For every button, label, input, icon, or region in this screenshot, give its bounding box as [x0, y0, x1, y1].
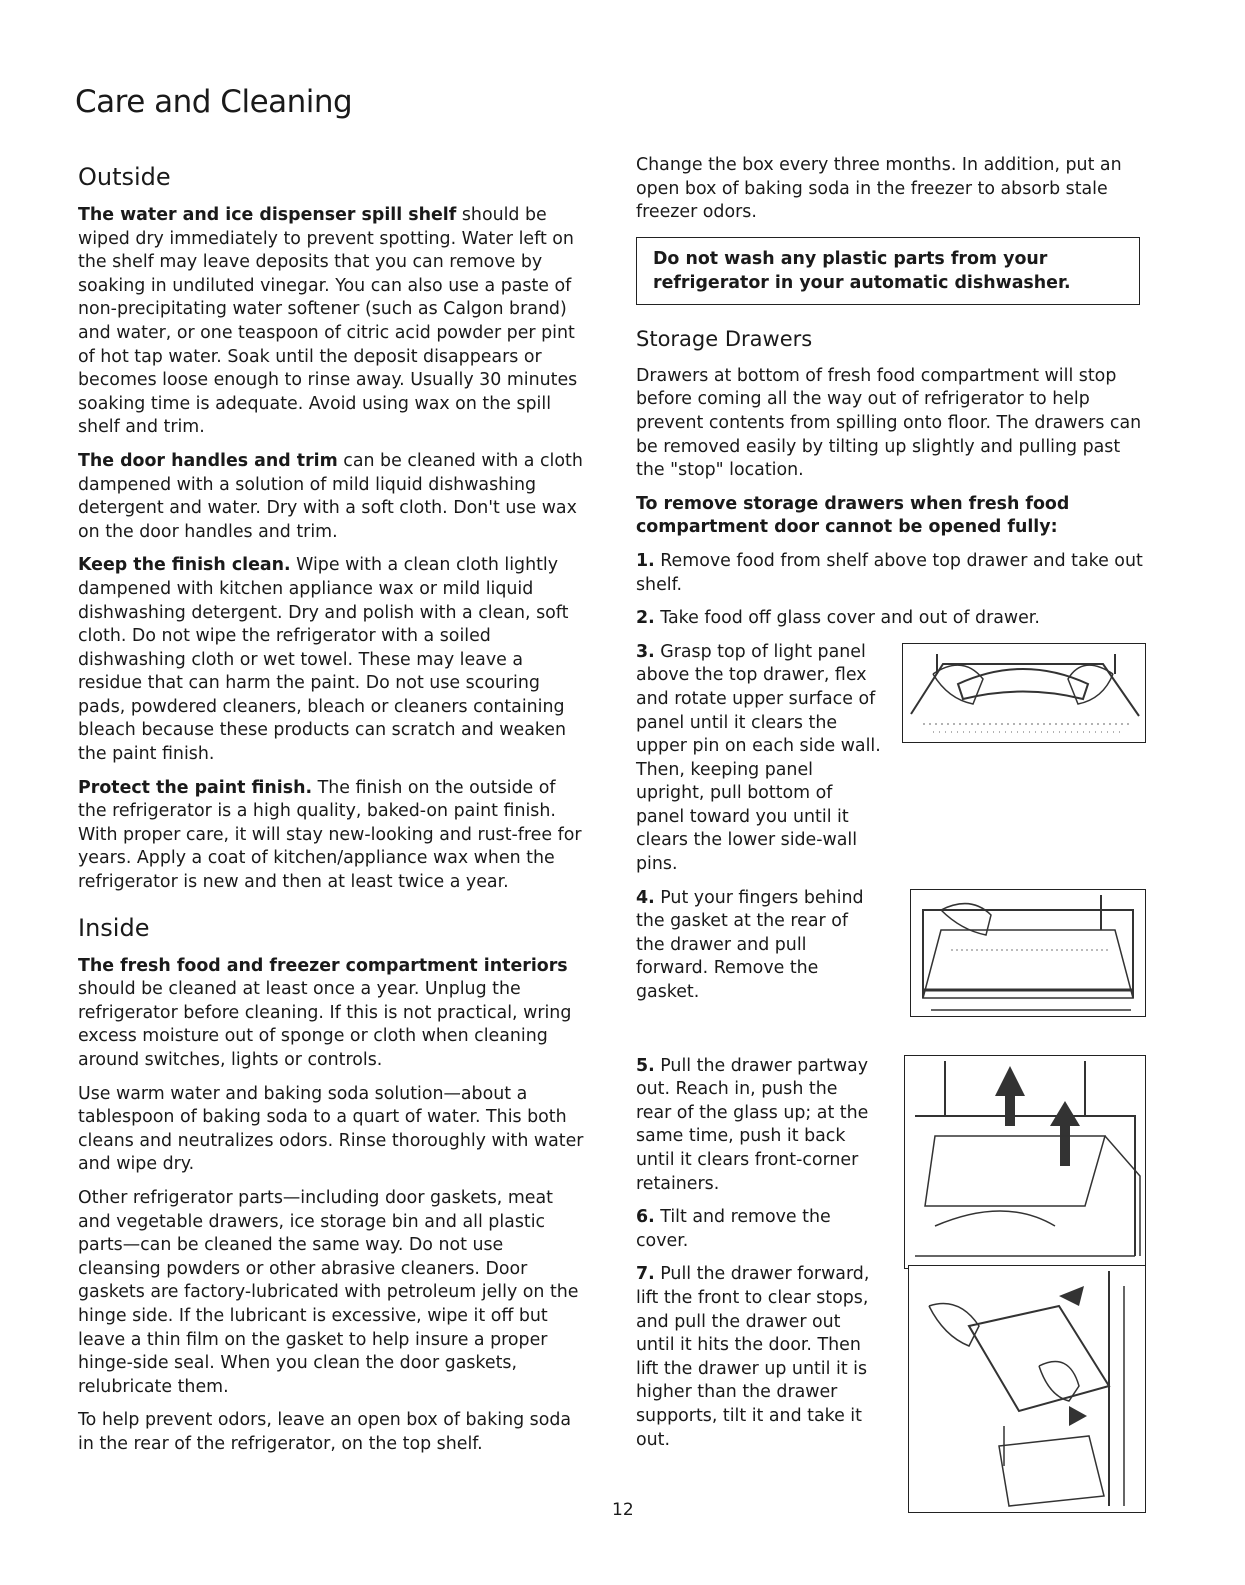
- light-panel-illustration: [902, 643, 1146, 743]
- dishwasher-warning-box: Do not wash any plastic parts from your refrigerator in your automatic dishwasher.: [636, 237, 1140, 305]
- finish-clean-paragraph: [78, 554, 588, 766]
- step-text: Put your fingers behind the gasket at the rear of the drawer and pull forward. Remove the gasket.: [636, 887, 864, 1003]
- step-text: Take food off glass cover and out of drawer.: [654, 608, 1040, 629]
- remove-drawers-subhead: To remove storage drawers when fresh food compartment door cannot be opened fully:: [636, 493, 1070, 538]
- left-column: [78, 162, 588, 1467]
- step-7-block: [636, 1263, 1146, 1452]
- drawer-removal-illustration: [908, 1265, 1146, 1513]
- step-number: 5.: [636, 1055, 655, 1076]
- storage-intro-paragraph: Drawers at bottom of fresh food compartment will stop before coming all the way out of refrigerator to help prevent contents from spilling onto floor. The drawers can be removed easily by tilting up slightly and pulling past the "stop" location.: [636, 365, 1142, 481]
- step-4-block: [636, 887, 1146, 1005]
- spill-shelf-lead: The water and ice dispenser spill shelf: [78, 205, 457, 225]
- step-2: [636, 607, 1146, 631]
- outside-heading: Outside: [78, 163, 171, 191]
- glass-cover-illustration: [904, 1055, 1146, 1269]
- step-5-6-block: [636, 1055, 1146, 1254]
- step-text: Tilt and remove the cover.: [636, 1207, 831, 1251]
- odors-paragraph: To help prevent odors, leave an open box of baking soda in the rear of the refrigerator, on the top shelf.: [78, 1410, 572, 1454]
- step-5-wrap: [636, 1055, 876, 1197]
- step-text: Pull the drawer forward, lift the front to clear stops, and pull the drawer out until it hits the door. Then lift the drawer up until it is higher than the drawer supports, tilt it and take it out.: [636, 1264, 870, 1450]
- change-box-paragraph: Change the box every three months. In addition, put an open box of baking soda in the freezer to absorb stale freezer odors.: [636, 155, 1122, 223]
- step-text: Pull the drawer partway out. Reach in, push the rear of the glass up; at the same time, push it back until it clears front-corner retainers.: [636, 1055, 869, 1194]
- step-number: 6.: [636, 1207, 655, 1228]
- step-number: 2.: [636, 608, 655, 629]
- door-handles-lead: The door handles and trim: [78, 450, 338, 471]
- page-title: Care and Cleaning: [75, 84, 353, 120]
- door-handles-paragraph: [78, 450, 588, 544]
- protect-finish-paragraph: [78, 777, 588, 895]
- step-number: 4.: [636, 887, 655, 908]
- step-3-wrap: [636, 641, 886, 877]
- interiors-paragraph: [78, 955, 588, 1073]
- protect-finish-text: The finish on the outside of the refrigerator is a high quality, baked-on paint finish. With proper care, it will stay new-looking and rust-free for years. Apply a coat of kitchen/appliance wax when the refrigerator is new and then at least twice a year.: [78, 777, 582, 893]
- right-column: [636, 154, 1146, 1462]
- finish-clean-text: Wipe with a clean cloth lightly dampened with kitchen appliance wax or mild liquid dishwashing detergent. Dry and polish with a clean, soft cloth. Do not wipe the refrigerator with a soiled dishwashing cloth or wet towel. These may leave a residue that can harm the paint. Do not use scouring pads, powdered cleaners, bleach or cleaners containing bleach because these products can scratch and weaken the paint finish.: [78, 555, 569, 765]
- spill-shelf-text: should be wiped dry immediately to prevent spotting. Water left on the shelf may leave deposits that you can remove by soaking in undiluted vinegar. You can also use a paste of non-precipitating water softener (such as Calgon brand) and water, or one teaspoon of citric acid powder per pint of hot tap water. Soak until the deposit disappears or becomes loose enough to rinse away. Usually 30 minutes soaking time is adequate. Avoid using wax on the spill shelf and trim.: [78, 205, 578, 438]
- inside-heading: Inside: [78, 913, 150, 942]
- interiors-text: should be cleaned at least once a year. Unplug the refrigerator before cleaning. If this is not practical, wring excess moisture out of sponge or cloth when cleaning around switches, lights or controls.: [78, 979, 572, 1070]
- step-4-wrap: [636, 887, 871, 1005]
- door-handles-text: can be cleaned with a cloth dampened with a solution of mild liquid dishwashing detergent and water. Dry with a soft cloth. Don't use wax on the door handles and trim.: [78, 450, 583, 542]
- baking-soda-solution-paragraph: Use warm water and baking soda solution—about a tablespoon of baking soda to a quart of water. This both cleans and neutralizes odors. Rinse thoroughly with water and wipe dry.: [78, 1083, 584, 1175]
- step-6-wrap: [636, 1206, 876, 1253]
- gasket-illustration: [910, 889, 1146, 1017]
- spill-shelf-paragraph: [78, 204, 588, 440]
- finish-clean-lead: Keep the finish clean.: [78, 555, 291, 576]
- other-parts-paragraph: Other refrigerator parts—including door gaskets, meat and vegetable drawers, ice storage bin and all plastic parts—can be cleaned the same way. Do not use cleansing powders or other abrasive cleaners. Door gaskets are factory-lubricated with petroleum jelly on the hinge side. If the lubricant is excessive, wipe it off but leave a thin film on the gasket to help insure a proper hinge-side seal. When you clean the door gaskets, relubricate them.: [78, 1187, 579, 1397]
- step-text: Remove food from shelf above top drawer and take out shelf.: [636, 550, 1143, 595]
- step-text: Grasp top of light panel above the top drawer, flex and rotate upper surface of panel until it clears the upper pin on each side wall. Then, keeping panel upright, pull bottom of panel toward you until it clears the lower side-wall pins.: [636, 641, 881, 875]
- step-number: 1.: [636, 550, 655, 571]
- interiors-lead: The fresh food and freezer compartment interiors: [78, 955, 568, 976]
- step-7-wrap: [636, 1263, 881, 1452]
- page-number: 12: [612, 1500, 634, 1520]
- step-number: 7.: [636, 1264, 655, 1285]
- storage-drawers-heading: Storage Drawers: [636, 326, 813, 351]
- step-1: [636, 550, 1146, 597]
- step-3-block: [636, 641, 1146, 877]
- step-number: 3.: [636, 641, 655, 662]
- protect-finish-lead: Protect the paint finish.: [78, 777, 313, 798]
